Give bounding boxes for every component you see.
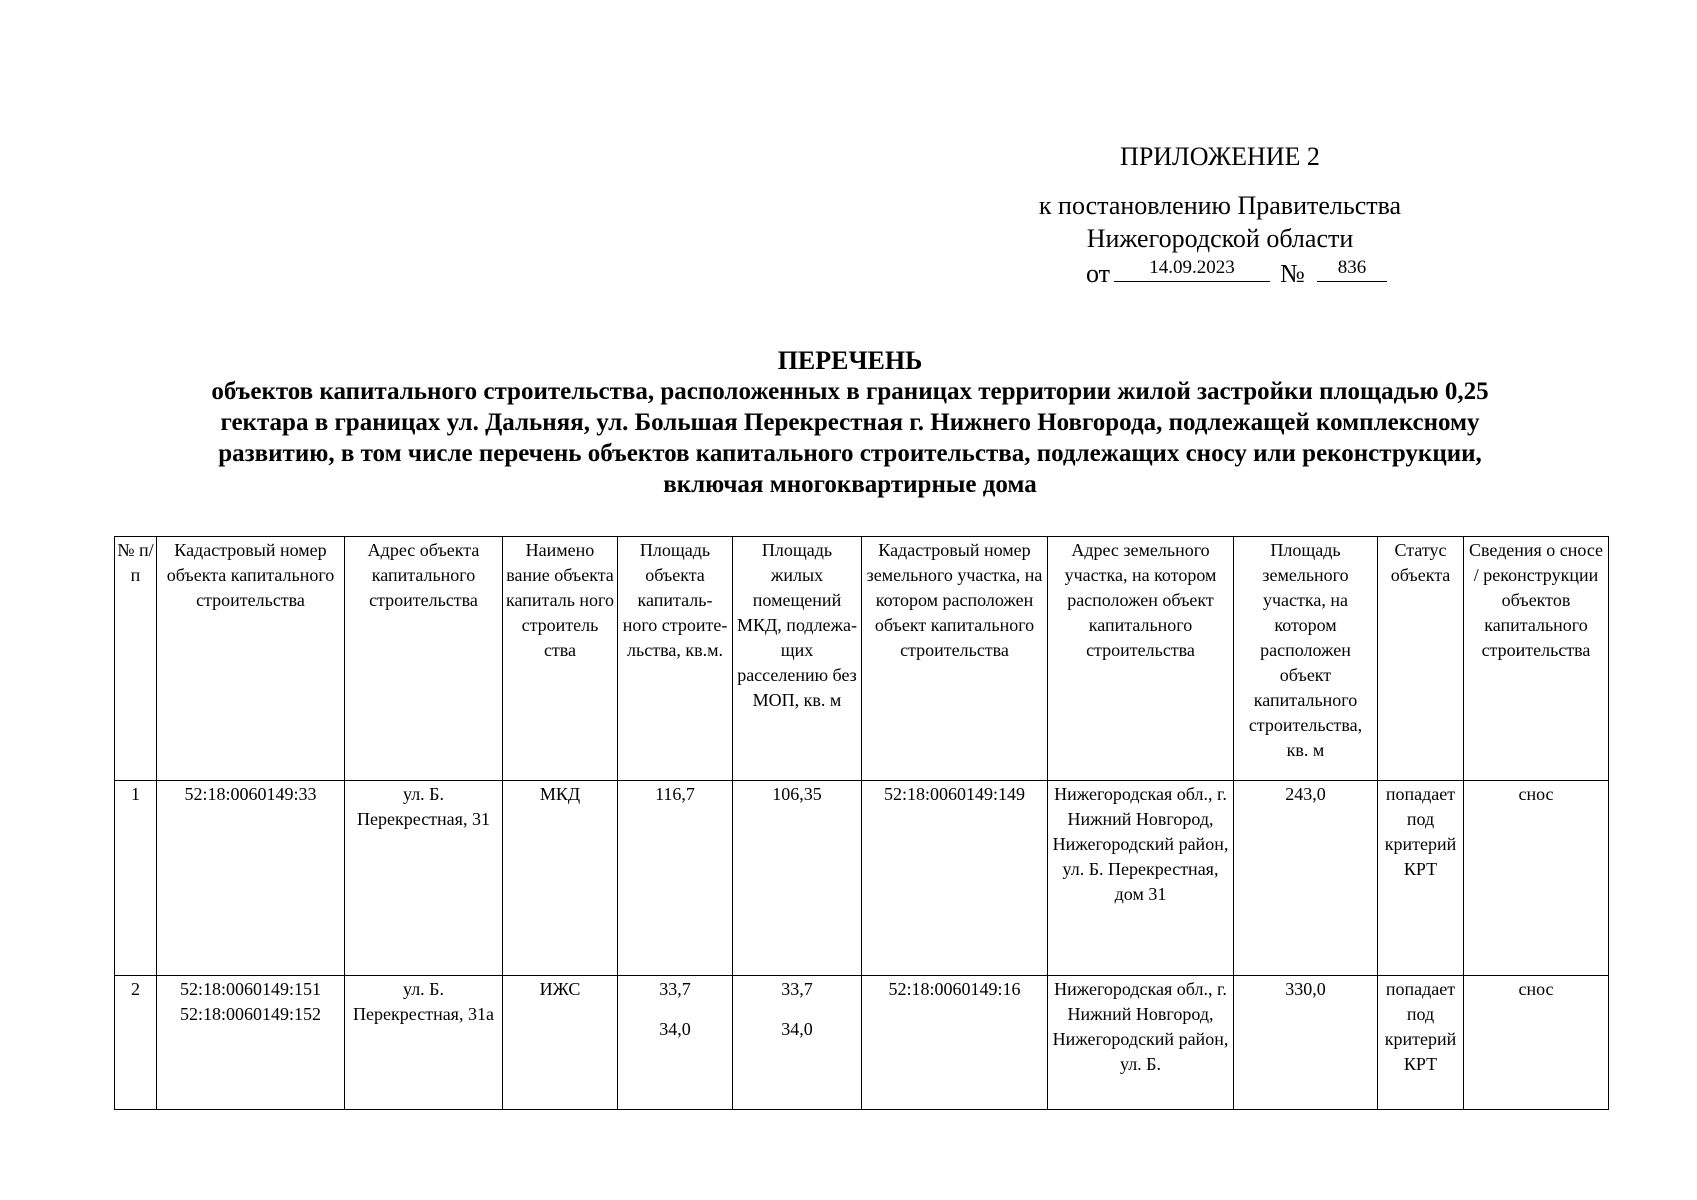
heading-line-2: гектара в границах ул. Дальняя, ул. Большая Перекрестная г. Нижнего Новгорода, подлежащей комплексному — [220, 409, 1480, 436]
living-area-value: 106,35 — [772, 784, 822, 804]
header-address-land: Адрес земельного участка, на котором расположен объект капитального строительства — [1048, 537, 1234, 781]
cadastral-object-value: 52:18:0060149:151 — [179, 979, 321, 999]
cell-cadastral-object — [157, 976, 345, 1110]
cell-land-area: 330,0 — [1234, 976, 1378, 1110]
cell-object-name: МКД — [503, 781, 618, 976]
header-num: № п/п — [115, 537, 157, 781]
date-prefix: от — [1086, 259, 1111, 288]
cell-num: 2 — [115, 976, 157, 1110]
cell-address-object: ул. Б. Перекрестная, 31 — [345, 781, 503, 976]
cell-land-area: 243,0 — [1234, 781, 1378, 976]
cell-cadastral-land: 52:18:0060149:149 — [862, 781, 1048, 976]
living-area-value: 34,0 — [781, 1019, 813, 1039]
heading-line-4: включая многоквартирные дома — [663, 471, 1037, 498]
header-demolition: Сведения о сносе / реконструкции объектов капитального строительства — [1464, 537, 1609, 781]
object-area-value: 34,0 — [659, 1019, 691, 1039]
living-area-value: 33,7 — [781, 979, 813, 999]
cadastral-object-value: 52:18:0060149:33 — [184, 784, 317, 804]
cell-demolition: снос — [1464, 781, 1609, 976]
header-living-area: Площадь жилых помещений МКД, подлежа- щих расселению без МОП, кв. м — [733, 537, 862, 781]
resolution-date: 14.09.2023 — [1114, 255, 1270, 282]
header-cadastral-land: Кадастровый номер земельного участка, на котором расположен объект капитального строительства — [862, 537, 1048, 781]
table-row — [115, 781, 1609, 976]
header-cadastral-object: Кадастровый номер объекта капитального строительства — [157, 537, 345, 781]
appendix-title: ПРИЛОЖЕНИЕ 2 — [1120, 142, 1320, 171]
cell-num: 1 — [115, 781, 157, 976]
document-heading — [110, 345, 1590, 500]
appendix-date-line — [1000, 255, 1440, 288]
heading-line-1: объектов капитального строительства, расположенных в границах территории жилой застройки площадью 0,25 — [211, 378, 1489, 405]
cell-address-land: Нижегородская обл., г. Нижний Новгород, Нижегородский район, ул. Б. Перекрестная, дом 31 — [1048, 781, 1234, 976]
cell-object-name: ИЖС — [503, 976, 618, 1110]
table-header-row — [115, 537, 1609, 781]
resolution-number: 836 — [1317, 255, 1387, 282]
object-area-value: 116,7 — [655, 784, 695, 804]
objects-table — [114, 536, 1609, 1110]
header-object-name: Наимено вание объекта капиталь ного строитель ства — [503, 537, 618, 781]
appendix-block — [1000, 140, 1440, 288]
cell-cadastral-object — [157, 781, 345, 976]
appendix-line-resolution: к постановлению Правительства — [1038, 191, 1402, 220]
cell-demolition: снос — [1464, 976, 1609, 1110]
cell-address-object: ул. Б. Перекрестная, 31а — [345, 976, 503, 1110]
cell-status: попадает под критерий КРТ — [1378, 976, 1464, 1110]
cell-cadastral-land: 52:18:0060149:16 — [862, 976, 1048, 1110]
cell-object-area — [618, 976, 733, 1110]
cell-status: попадает под критерий КРТ — [1378, 781, 1464, 976]
header-status: Статус объекта — [1378, 537, 1464, 781]
appendix-line-region: Нижегородской области — [1086, 224, 1354, 253]
table-row — [115, 976, 1609, 1110]
cell-living-area — [733, 781, 862, 976]
heading-title: ПЕРЕЧЕНЬ — [777, 346, 923, 375]
number-prefix: № — [1280, 259, 1305, 288]
cadastral-object-value: 52:18:0060149:152 — [179, 1004, 321, 1024]
header-address-object: Адрес объекта капитального строительства — [345, 537, 503, 781]
heading-line-3: развитию, в том числе перечень объектов капитального строительства, подлежащих сносу или реконструкции, — [218, 440, 1482, 467]
cell-address-land: Нижегородская обл., г. Нижний Новгород, Нижегородский район, ул. Б. — [1048, 976, 1234, 1110]
object-area-value: 33,7 — [659, 979, 691, 999]
header-object-area: Площадь объекта капиталь- ного строите- льства, кв.м. — [618, 537, 733, 781]
cell-living-area — [733, 976, 862, 1110]
header-land-area: Площадь земельного участка, на котором расположен объект капитального строительства, кв. м — [1234, 537, 1378, 781]
cell-object-area — [618, 781, 733, 976]
